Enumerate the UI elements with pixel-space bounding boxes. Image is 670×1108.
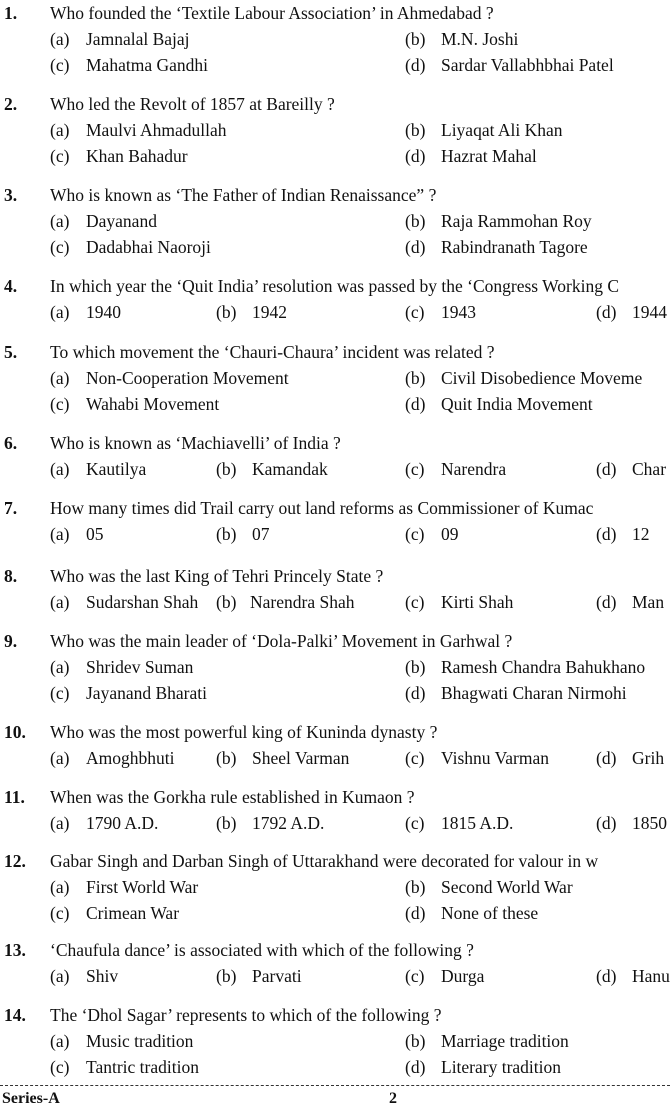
option-text: Char: [632, 459, 667, 479]
question-text: How many times did Trail carry out land reforms as Commissioner of Kumac: [50, 498, 594, 518]
question-text: To which movement the ‘Chauri-Chaura’ incident was related ?: [50, 342, 495, 362]
option-c: [405, 523, 459, 545]
option-label: (b): [216, 459, 237, 479]
option-c: [405, 747, 549, 769]
option-text: Jamnalal Bajaj: [86, 29, 190, 49]
option-label: (c): [405, 524, 425, 544]
option-c: [50, 393, 219, 415]
option-text: Sheel Varman: [252, 748, 350, 768]
option-d: [405, 145, 537, 167]
option-c: [405, 965, 484, 987]
option-text: 1850: [632, 813, 667, 833]
option-text: Man: [632, 592, 665, 612]
option-label: (d): [596, 592, 617, 612]
option-d: [405, 902, 538, 924]
option-b: [405, 367, 642, 389]
question-text: ‘Chaufula dance’ is associated with which of the following ?: [50, 940, 474, 960]
option-c: [405, 458, 506, 480]
option-text: Mahatma Gandhi: [86, 55, 208, 75]
option-label: (a): [50, 524, 70, 544]
option-text: Jayanand Bharati: [86, 683, 207, 703]
option-c: [50, 236, 211, 258]
option-label: (c): [50, 683, 70, 703]
option-a: [50, 1030, 193, 1052]
option-a: [50, 812, 158, 834]
option-label: (a): [50, 592, 70, 612]
option-label: (a): [50, 211, 70, 231]
option-text: Kautilya: [86, 459, 147, 479]
option-b: [405, 656, 645, 678]
option-a: [50, 119, 226, 141]
option-text: Khan Bahadur: [86, 146, 188, 166]
option-d: [596, 591, 664, 613]
option-text: Sudarshan Shah: [86, 592, 199, 612]
option-label: (c): [405, 748, 425, 768]
option-text: Bhagwati Charan Nirmohi: [441, 683, 627, 703]
option-label: (a): [50, 748, 70, 768]
option-label: (d): [596, 459, 617, 479]
option-text: 09: [441, 524, 459, 544]
question-text: The ‘Dhol Sagar’ represents to which of the following ?: [50, 1005, 442, 1025]
option-b: [216, 458, 328, 480]
option-label: (a): [50, 368, 70, 388]
option-label: (c): [50, 903, 70, 923]
question-text: Who was the last King of Tehri Princely State ?: [50, 566, 384, 586]
option-a: [50, 591, 198, 613]
question-number: 8.: [4, 566, 18, 586]
option-label: (d): [405, 1057, 426, 1077]
option-text: 1943: [441, 302, 476, 322]
option-label: (a): [50, 1031, 70, 1051]
option-label: (b): [216, 592, 237, 612]
question-number: 11.: [4, 787, 25, 807]
option-c: [50, 145, 188, 167]
option-c: [50, 1056, 199, 1078]
option-label: (d): [596, 302, 617, 322]
option-d: [596, 812, 667, 834]
question-text: Gabar Singh and Darban Singh of Uttarakhand were decorated for valour in w: [50, 851, 599, 871]
option-label: (a): [50, 302, 70, 322]
option-text: Narendra: [441, 459, 507, 479]
option-label: (b): [216, 748, 237, 768]
option-d: [405, 393, 593, 415]
option-text: Non-Cooperation Movement: [86, 368, 289, 388]
option-a: [50, 301, 121, 323]
option-b: [405, 28, 518, 50]
option-d: [596, 301, 667, 323]
option-label: (a): [50, 459, 70, 479]
option-text: Dayanand: [86, 211, 157, 231]
option-text: First World War: [86, 877, 199, 897]
option-label: (c): [50, 55, 70, 75]
option-text: Music tradition: [86, 1031, 194, 1051]
option-a: [50, 523, 104, 545]
option-label: (c): [50, 394, 70, 414]
question-number: 6.: [4, 433, 18, 453]
option-label: (b): [405, 120, 426, 140]
option-label: (c): [50, 146, 70, 166]
option-label: (c): [405, 302, 425, 322]
option-text: Shridev Suman: [86, 657, 194, 677]
option-text: Shiv: [86, 966, 119, 986]
question-number: 1.: [4, 3, 18, 23]
option-text: Civil Disobedience Moveme: [441, 368, 643, 388]
option-text: Marriage tradition: [441, 1031, 569, 1051]
option-text: None of these: [441, 903, 539, 923]
option-label: (c): [405, 592, 425, 612]
option-label: (a): [50, 966, 70, 986]
option-label: (b): [216, 966, 237, 986]
question-number: 7.: [4, 498, 18, 518]
option-text: Wahabi Movement: [86, 394, 220, 414]
option-label: (c): [405, 813, 425, 833]
option-text: Quit India Movement: [441, 394, 593, 414]
option-b: [216, 301, 287, 323]
option-label: (c): [405, 459, 425, 479]
option-a: [50, 747, 174, 769]
series-label: Series-A: [2, 1090, 60, 1107]
option-label: (a): [50, 813, 70, 833]
option-d: [596, 747, 664, 769]
option-d: [405, 54, 614, 76]
option-text: Amoghbhuti: [86, 748, 175, 768]
footer-divider: [0, 1085, 670, 1086]
option-d: [596, 458, 666, 480]
option-a: [50, 458, 146, 480]
option-label: (d): [596, 524, 617, 544]
option-label: (b): [405, 29, 426, 49]
option-d: [596, 965, 670, 987]
option-text: Kirti Shah: [441, 592, 514, 612]
option-text: M.N. Joshi: [441, 29, 519, 49]
option-c: [50, 682, 207, 704]
option-text: 1942: [252, 302, 287, 322]
option-text: Liyaqat Ali Khan: [441, 120, 563, 140]
question-text: In which year the ‘Quit India’ resolution was passed by the ‘Congress Working C: [50, 276, 620, 296]
option-c: [405, 591, 513, 613]
option-text: Dadabhai Naoroji: [86, 237, 211, 257]
question-text: Who is known as ‘Machiavelli’ of India ?: [50, 433, 341, 453]
option-text: Durga: [441, 966, 485, 986]
option-c: [50, 54, 208, 76]
option-b: [216, 812, 324, 834]
option-label: (d): [405, 903, 426, 923]
question-text: Who led the Revolt of 1857 at Bareilly ?: [50, 94, 335, 114]
question-text: Who was the most powerful king of Kuninda dynasty ?: [50, 722, 438, 742]
option-text: 12: [632, 524, 650, 544]
option-text: 1815 A.D.: [441, 813, 514, 833]
question-number: 5.: [4, 342, 18, 362]
question-text: Who was the main leader of ‘Dola-Palki’ Movement in Garhwal ?: [50, 631, 513, 651]
option-b: [216, 747, 349, 769]
option-text: 1940: [86, 302, 121, 322]
question-number: 10.: [4, 722, 26, 742]
option-text: Maulvi Ahmadullah: [86, 120, 227, 140]
option-label: (b): [216, 813, 237, 833]
option-label: (a): [50, 877, 70, 897]
option-d: [596, 523, 650, 545]
option-label: (d): [596, 966, 617, 986]
option-label: (d): [405, 394, 426, 414]
option-text: Grih: [632, 748, 665, 768]
question-text: When was the Gorkha rule established in Kumaon ?: [50, 787, 415, 807]
option-a: [50, 965, 118, 987]
option-label: (a): [50, 29, 70, 49]
option-label: (b): [405, 368, 426, 388]
option-label: (d): [405, 55, 426, 75]
option-label: (b): [405, 877, 426, 897]
option-text: Tantric tradition: [86, 1057, 199, 1077]
option-text: Vishnu Varman: [441, 748, 549, 768]
option-text: Rabindranath Tagore: [441, 237, 588, 257]
option-label: (d): [405, 237, 426, 257]
question-number: 9.: [4, 631, 18, 651]
option-a: [50, 656, 193, 678]
option-text: Hazrat Mahal: [441, 146, 537, 166]
question-text: Who is known as ‘The Father of Indian Renaissance” ?: [50, 185, 437, 205]
option-b: [405, 876, 573, 898]
option-label: (d): [405, 146, 426, 166]
option-label: (d): [405, 683, 426, 703]
option-text: 1944: [632, 302, 667, 322]
option-c: [50, 902, 179, 924]
option-text: 1790 A.D.: [86, 813, 159, 833]
option-text: Literary tradition: [441, 1057, 562, 1077]
option-label: (d): [596, 813, 617, 833]
option-c: [405, 812, 513, 834]
option-text: Second World War: [441, 877, 573, 897]
option-label: (c): [50, 1057, 70, 1077]
question-number: 13.: [4, 940, 26, 960]
question-number: 4.: [4, 276, 18, 296]
option-a: [50, 28, 190, 50]
option-a: [50, 367, 289, 389]
option-a: [50, 210, 157, 232]
option-text: Raja Rammohan Roy: [441, 211, 592, 231]
option-label: (a): [50, 657, 70, 677]
option-label: (d): [596, 748, 617, 768]
option-b: [216, 591, 354, 613]
option-label: (b): [405, 211, 426, 231]
option-label: (c): [405, 966, 425, 986]
option-label: (a): [50, 120, 70, 140]
option-text: 1792 A.D.: [252, 813, 325, 833]
option-label: (b): [216, 524, 237, 544]
question-number: 12.: [4, 851, 26, 871]
option-b: [216, 523, 270, 545]
option-b: [405, 210, 592, 232]
question-number: 3.: [4, 185, 18, 205]
option-b: [216, 965, 302, 987]
option-text: Sardar Vallabhbhai Patel: [441, 55, 614, 75]
option-text: Hanu: [632, 966, 670, 986]
option-d: [405, 1056, 561, 1078]
option-text: Ramesh Chandra Bahukhano: [441, 657, 646, 677]
option-text: Kamandak: [252, 459, 328, 479]
option-a: [50, 876, 198, 898]
option-d: [405, 236, 588, 258]
option-label: (c): [50, 237, 70, 257]
page-number: 2: [389, 1090, 397, 1107]
option-text: 07: [252, 524, 270, 544]
option-b: [405, 1030, 569, 1052]
option-label: (b): [405, 657, 426, 677]
question-number: 14.: [4, 1005, 26, 1025]
option-text: Narendra Shah: [250, 592, 355, 612]
option-label: (b): [216, 302, 237, 322]
question-text: Who founded the ‘Textile Labour Association’ in Ahmedabad ?: [50, 3, 494, 23]
option-b: [405, 119, 563, 141]
option-text: Parvati: [252, 966, 302, 986]
option-label: (b): [405, 1031, 426, 1051]
option-d: [405, 682, 627, 704]
question-number: 2.: [4, 94, 18, 114]
option-c: [405, 301, 476, 323]
option-text: Crimean War: [86, 903, 180, 923]
option-text: 05: [86, 524, 104, 544]
